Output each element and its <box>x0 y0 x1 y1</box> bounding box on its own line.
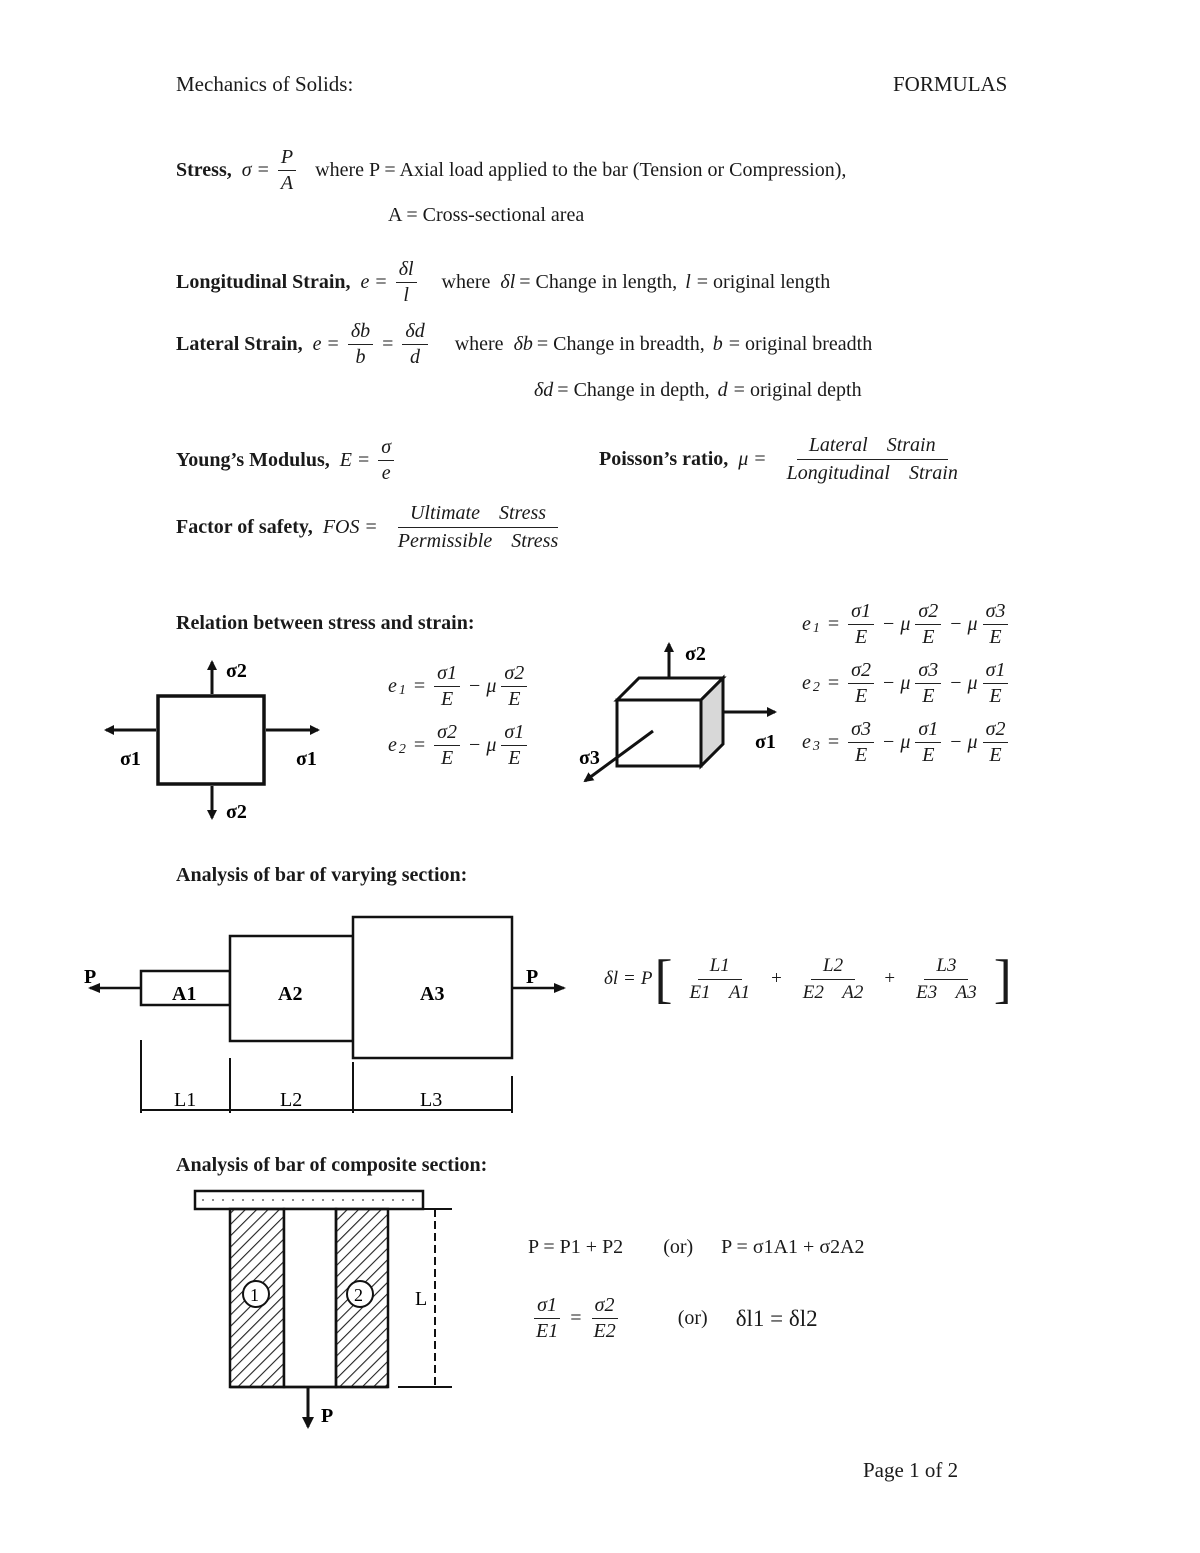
load-label: P <box>321 1405 334 1427</box>
composite-equation-row-2: $\frac{\sigma 1}{E1}$ = $\frac{\sigma 2}{E2}$ (or) δl1 = δl2 <box>536 1294 818 1342</box>
longitudinal-strain-label: Longitudinal Strain, <box>176 271 351 293</box>
stress-fraction: $\frac{P}{A}$ <box>278 146 296 195</box>
stress-symbol: σ <box>241 159 252 181</box>
stress-label: Stress, <box>176 159 232 181</box>
composite-equation-stress-area: P = σ1A1 + σ2A2 <box>721 1236 865 1258</box>
label-sigma2-top: σ2 <box>226 660 247 682</box>
triaxial-equations <box>802 600 1011 767</box>
length-label-l3: L3 <box>420 1089 443 1111</box>
area-label-a1: A1 <box>172 983 197 1005</box>
youngs-modulus-formula: Young’s Modulus, E = $\frac{\sigma}{e}$ <box>176 436 397 485</box>
stress-element-square <box>158 696 264 784</box>
label-sigma1: σ1 <box>755 731 776 753</box>
label-sigma2-bottom: σ2 <box>226 801 247 823</box>
stress-where-line2: A = Cross-sectional area <box>388 204 585 226</box>
length-label-l1: L1 <box>174 1089 197 1111</box>
stress-formula: Stress, σ = $\frac{P}{A}$ where P = Axial load applied to the bar (Tension or Compression), <box>176 146 847 194</box>
biaxial-equation-1: e 1 = $\frac{\sigma 1}{E}$ − μ $\frac{\sigma 2}{E}$ <box>388 662 530 711</box>
page-number: Page 1 of 2 <box>863 1458 959 1482</box>
area-label-a2: A2 <box>278 983 303 1005</box>
biaxial-equation-2: e 2 = $\frac{\sigma 2}{E}$ − μ $\frac{\sigma 1}{E}$ <box>388 721 530 770</box>
load-label-left: P <box>84 966 97 988</box>
bar-1-label: 1 <box>250 1285 259 1305</box>
longitudinal-strain-formula: Longitudinal Strain, e = $\frac{\delta l}{l}$ where δl = Change in length, l = original length <box>176 258 831 306</box>
bar-2-label: 2 <box>354 1285 363 1305</box>
poisson-ratio-formula: Poisson’s ratio, μ = $\frac{\text{Lateral Strain}}{\text{Longitudinal Strain}}$ <box>599 434 958 484</box>
label-sigma1-right: σ1 <box>296 748 317 770</box>
triaxial-stress-diagram <box>575 636 785 786</box>
stress-where-line1: where P = Axial load applied to the bar (Tension or Compression), <box>315 159 847 181</box>
label-sigma3: σ3 <box>579 747 600 769</box>
relation-heading: Relation between stress and strain: <box>176 612 475 634</box>
top-support-plate <box>195 1191 423 1209</box>
length-label: L <box>415 1288 428 1310</box>
factor-of-safety-formula: Factor of safety, FOS = $\frac{\text{Ultimate Stress}}{\text{Permissible Stress}}$ <box>176 502 559 552</box>
lateral-strain-depth-line: δd = Change in depth, d = original depth <box>534 379 862 401</box>
longitudinal-strain-fraction: $\frac{\delta l}{l}$ <box>396 258 417 307</box>
varying-section-heading: Analysis of bar of varying section: <box>176 864 468 886</box>
load-label-right: P <box>526 966 539 988</box>
bar-gap <box>284 1209 336 1387</box>
length-label-l2: L2 <box>280 1089 303 1111</box>
label-sigma2: σ2 <box>685 643 706 665</box>
block-front-face <box>617 700 701 766</box>
composite-equation-deformation: δl1 = δl2 <box>735 1305 818 1331</box>
composite-equation-load-sum: P = P1 + P2 <box>528 1236 624 1258</box>
lateral-strain-formula: Lateral Strain, e = $\frac{\delta b}{b}$ = $\frac{\delta d}{d}$ where δb = Change in breadth, b = original breadth <box>176 320 873 368</box>
lateral-strain-label: Lateral Strain, <box>176 333 303 355</box>
document-header-right: FORMULAS <box>893 72 1008 96</box>
triaxial-equation-1: e 1 = $\frac{\sigma 1}{E}$ − μ $\frac{\sigma 2}{E}$ − μ $\frac{\sigma 3}{E}$ <box>802 600 1011 649</box>
composite-section-heading: Analysis of bar of composite section: <box>176 1154 488 1176</box>
biaxial-stress-diagram <box>100 650 340 830</box>
label-sigma1-left: σ1 <box>120 748 141 770</box>
area-label-a3: A3 <box>420 983 445 1005</box>
composite-section-diagram <box>190 1185 460 1435</box>
triaxial-equation-2: e 2 = $\frac{\sigma 2}{E}$ − μ $\frac{\sigma 3}{E}$ − μ $\frac{\sigma 1}{E}$ <box>802 659 1011 708</box>
triaxial-equation-3: e 3 = $\frac{\sigma 3}{E}$ − μ $\frac{\sigma 1}{E}$ − μ $\frac{\sigma 2}{E}$ <box>802 718 1011 767</box>
varying-section-formula: δl = P [ $\frac{L1}{E1 A1}$ + $\frac{L2}{E2 A2}$ + $\frac{L3}{E3 A3}$ ] <box>604 949 1012 1009</box>
varying-section-bar-diagram <box>80 910 580 1120</box>
document-title: Mechanics of Solids: <box>176 72 354 96</box>
biaxial-equations <box>388 662 530 770</box>
composite-equation-row-1: P = P1 + P2 (or) P = σ1A1 + σ2A2 <box>528 1236 865 1258</box>
